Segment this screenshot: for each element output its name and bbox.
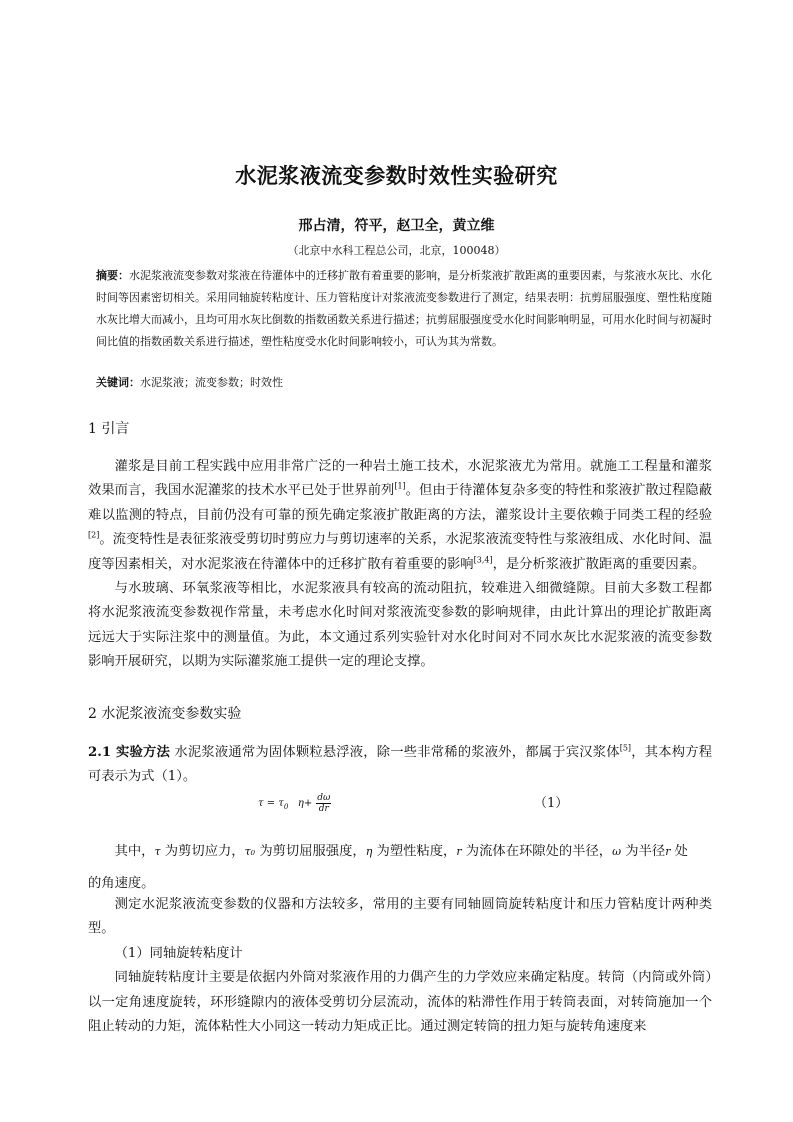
abstract [96, 265, 712, 353]
subsection-label: 2.1 实验方法 [88, 745, 170, 760]
paper-title: 水泥浆液流变参数时效性实验研究 [235, 164, 558, 188]
author-list: 邢占清，符平，赵卫全，黄立维 [298, 218, 495, 234]
method-paragraph-2: 同轴旋转粘度计主要是依据内外筒对浆液作用的力偶产生的力学效应来确定粘度。转筒（内筒或外筒）以一定角速度旋转，环形缝隙内的液体受剪切分层流动，流体的粘滞性作用于转筒表面，对转筒施加一个阻止转动的力矩，流体粘性大小同这一转动力矩成正比。通过测定转筒的扭力矩与旋转角速度来 [88, 970, 712, 1035]
equation-number: （1） [534, 796, 569, 811]
intro-paragraph-1: 灌浆是目前工程实践中应用非常广泛的一种岩土施工技术，水泥浆液尤为常用。就施工工程量和灌浆效果而言，我国水泥灌浆的技术水平已处于世界前列[1]。但由于待灌体复杂多变的特性和浆液扩散过程隐蔽难以监测的特点，目前仍没有可靠的预先确定浆液扩散距离的方法，灌浆设计主要依赖于同类工程的经验[2]。流变特性是表征浆液受剪切时剪应力与剪切速率的关系，水泥浆液流变特性与浆液组成、水化时间、温度等因素相关，对水泥浆液在待灌体中的迁移扩散有着重要的影响[3,4]，是分析浆液扩散距离的重要因素。 [88, 459, 712, 572]
abstract-text: 水泥浆液流变参数对浆液在待灌体中的迁移扩散有着重要的影响，是分析浆液扩散距离的重要因素，与浆液水灰比、水化时间等因素密切相关。采用同轴旋转粘度计、压力管粘度计对浆液流变参数进行了测定，结果表明：抗剪屈服强度、塑性粘度随水灰比增大而减小，且均可用水灰比倒数的指数函数关系进行描述；抗剪屈服强度受水化时间影响明显，可用水化时间与初凝时间比值的指数函数关系进行描述，塑性粘度受水化时间影响较小，可认为其为常数。 [96, 269, 712, 348]
keywords-label: 关键词： [96, 376, 140, 389]
section-method-body [88, 893, 712, 1039]
keywords [96, 374, 712, 392]
affiliation: （北京中水科工程总公司，北京，100048） [287, 244, 506, 257]
keywords-text: 水泥浆液；流变参数；时效性 [140, 376, 283, 389]
abstract-label: 摘要： [96, 269, 129, 282]
citation-2[interactable]: [2] [88, 530, 100, 540]
section-heading-experiment: 2 水泥浆液流变参数实验 [88, 706, 242, 722]
section-intro-body [88, 455, 712, 675]
variable-definitions: 其中，τ 为剪切应力，τ₀ 为剪切屈服强度，η 为塑性粘度，r 为流体在环隙处的半径，ω 为半径r 处 的角速度。 [88, 844, 688, 891]
section-heading-intro: 1 引言 [88, 421, 130, 437]
equation-1: $\tau = \tau_0$ η+ $\frac{d\omega}{dr}$ [258, 793, 331, 814]
intro-paragraph-2: 与水玻璃、环氧浆液等相比，水泥浆液具有较高的流动阻抗，较难进入细微缝隙。目前大多数工程都将水泥浆液流变参数视作常量，未考虑水化时间对浆液流变参数的影响规律，由此计算出的理论扩散距离远远大于实际注浆中的测量值。为此，本文通过系列实验针对水化时间对不同水灰比水泥浆液的流变参数影响开展研究，以期为实际灌浆施工提供一定的理论支撑。 [88, 581, 712, 670]
method-paragraph-1: 测定水泥浆液流变参数的仪器和方法较多，常用的主要有同轴圆筒旋转粘度计和压力管粘度计两种类型。 [88, 897, 712, 937]
citation-1[interactable]: [1] [394, 481, 406, 491]
citation-3-4[interactable]: [3,4] [473, 555, 493, 565]
citation-5[interactable]: [5] [619, 743, 632, 753]
method-item-heading: （1）同轴旋转粘度计 [114, 945, 243, 961]
subsection-method: 2.1 实验方法 水泥浆液通常为固体颗粒悬浮液，除一些非常稀的浆液外，都属于宾汉浆体[5]，其本构方程可表示为式（1）。 [88, 743, 713, 785]
